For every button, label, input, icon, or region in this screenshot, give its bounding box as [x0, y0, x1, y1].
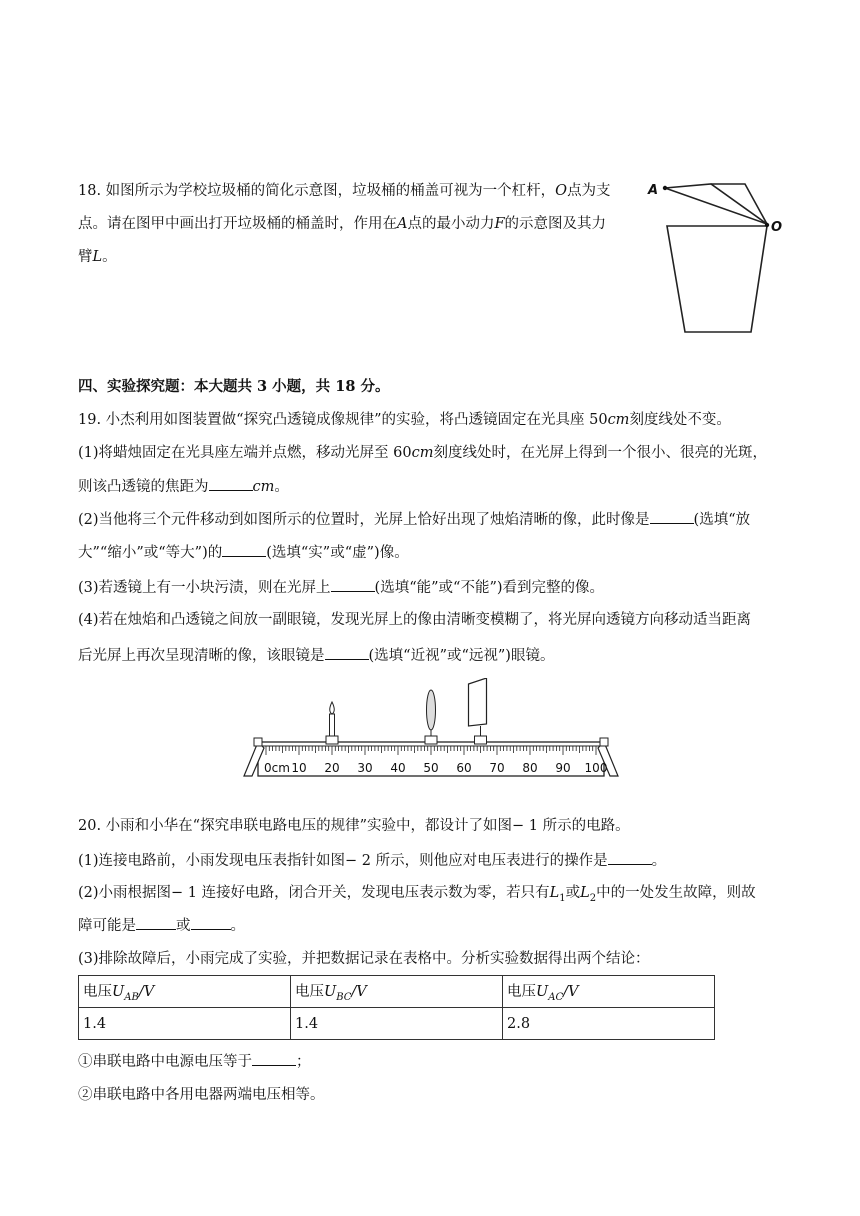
q18-text: 18. 如图所示为学校垃圾桶的简化示意图，垃圾桶的桶盖可视为一个杠杆， — [78, 183, 556, 199]
bench-tick-label: 100 — [584, 761, 608, 775]
answer-blank-fault-1[interactable] — [136, 915, 176, 930]
q19-text: (选填“放 — [693, 512, 751, 528]
answer-blank-complete-image[interactable] — [331, 577, 375, 592]
lamp-l2-sub: 2 — [589, 892, 597, 904]
answer-blank-fault-2[interactable] — [191, 915, 231, 930]
candle-flame — [330, 702, 335, 714]
optical-bench-figure — [236, 678, 628, 782]
unit-cm: cm — [252, 479, 275, 495]
table-header-row — [79, 976, 715, 1008]
answer-blank-focal-length[interactable] — [209, 476, 253, 491]
table-row — [79, 1008, 715, 1040]
q19-part-4 — [78, 610, 751, 630]
convex-lens — [425, 690, 437, 744]
trash-lid — [665, 184, 767, 224]
q20-text: 或 — [176, 918, 191, 934]
q19-text: (选填“实”或“虚”)像。 — [266, 545, 409, 561]
bench-tick-label: 90 — [555, 761, 571, 775]
section-4-title: 四、实验探究题：本大题共 3 小题，共 18 分。 — [78, 378, 390, 395]
q19-text: 刻度线处不变。 — [629, 412, 731, 428]
screen-panel — [469, 678, 487, 726]
q18-line-1 — [78, 181, 611, 201]
q20-part-2 — [78, 883, 756, 909]
lamp-l1-sub: 1 — [559, 892, 566, 904]
q19-part-1 — [78, 443, 767, 463]
bench-tick-label: 10 — [291, 761, 307, 775]
bench-tick-label: 80 — [522, 761, 538, 775]
q19-text: (3)若透镜上有一小块污渍，则在光屏上 — [78, 580, 331, 596]
bench-end-right — [600, 738, 608, 746]
trash-can-figure — [645, 172, 790, 337]
answer-blank-voltmeter-operation[interactable] — [608, 850, 652, 865]
answer-blank-source-voltage[interactable] — [252, 1051, 296, 1066]
bench-tick-label: 60 — [456, 761, 472, 775]
unit-cm: cm — [411, 445, 434, 461]
bench-tick-label: 70 — [489, 761, 505, 775]
point-a-ref: A — [397, 216, 408, 232]
q19-part-4-cont — [78, 645, 554, 666]
q20-intro: 20. 小雨和小华在“探究串联电路电压的规律”实验中，都设计了如图− 1 所示的电路。 — [78, 818, 630, 834]
q20-text: ； — [296, 1054, 311, 1070]
light-screen — [469, 678, 487, 744]
cell-u-ab: 1.4 — [79, 1008, 291, 1040]
cell-u-bc: 1.4 — [291, 1008, 503, 1040]
q20-text: (2)小雨根据图− 1 连接好电路，闭合开关，发现电压表示数为零，若只有 — [78, 885, 550, 901]
bench-tick-label: 40 — [390, 761, 406, 775]
lamp-l2-ref: L — [580, 885, 590, 901]
q20-text: 。 — [230, 918, 245, 934]
lens-holder — [425, 736, 437, 744]
q18-text: 点的最小动力 — [407, 216, 495, 232]
bench-tick-label: 20 — [324, 761, 340, 775]
q19-part-2-cont — [78, 542, 409, 563]
q19-text: 则该凸透镜的焦距为 — [78, 479, 209, 495]
voltage-table — [78, 975, 715, 1040]
q20-conclusion-2: ②串联电路中各用电器两端电压相等。 — [78, 1087, 325, 1103]
q20-text: ①串联电路中电源电压等于 — [78, 1054, 252, 1070]
answer-blank-glasses[interactable] — [325, 645, 369, 660]
q20-part-2-cont — [78, 915, 245, 936]
q19-text: 。 — [274, 479, 289, 495]
bench-tick-label: 30 — [357, 761, 373, 775]
q19-text: 大”“缩小”或“等大”)的 — [78, 545, 223, 561]
arm-l-ref: L — [92, 249, 103, 265]
q18-text: 的示意图及其力 — [504, 216, 607, 232]
q19-text: (选填“能”或“不能”)看到完整的像。 — [374, 580, 605, 596]
screen-holder — [475, 736, 487, 744]
q20-part-3: (3)排除故障后，小雨完成了实验，并把数据记录在表格中。分析实验数据得出两个结论： — [78, 951, 650, 967]
label-a: A — [648, 183, 659, 198]
label-o: O — [771, 220, 783, 235]
point-a-dot — [663, 186, 667, 190]
bench-end-left — [254, 738, 262, 746]
bench-tick-label: 0cm — [264, 761, 290, 775]
header-u-ac: 电压$U_{AC}/V$ — [503, 976, 715, 1008]
point-o-ref: O — [555, 183, 568, 199]
q19-text: (2)当他将三个元件移动到如图所示的位置时，光屏上恰好出现了烛焰清晰的像，此时像是 — [78, 512, 650, 528]
q20-part-1 — [78, 850, 666, 871]
q18-text: 臂 — [78, 249, 93, 265]
candle-holder — [326, 736, 338, 744]
q19-text: 后光屏上再次呈现清晰的像，该眼镜是 — [78, 648, 325, 664]
q19-text: 19. 小杰利用如图装置做“探究凸透镜成像规律”的实验，将凸透镜固定在光具座 50 — [78, 412, 608, 428]
lamp-l1-ref: L — [549, 885, 560, 901]
candle-body — [330, 714, 335, 736]
trash-bucket — [667, 226, 767, 332]
q19-part-3 — [78, 577, 604, 598]
q20-text: (1)连接电路前，小雨发现电压表指针如图− 2 所示，则他应对电压表进行的操作是 — [78, 853, 608, 869]
cell-u-ac: 2.8 — [503, 1008, 715, 1040]
q19-part-1-cont — [78, 476, 289, 497]
q20-conclusion-1 — [78, 1051, 311, 1072]
candle — [326, 702, 338, 744]
q20-text: 或 — [565, 885, 581, 901]
header-u-bc: 电压$U_{BC}/V$ — [291, 976, 503, 1008]
answer-blank-image-type[interactable] — [222, 542, 266, 557]
header-u-ab: 电压$U_{AB}/V$ — [79, 976, 291, 1008]
q19-text: (4)若在烛焰和凸透镜之间放一副眼镜，发现光屏上的像由清晰变模糊了，将光屏向透镜方向移动适当距离 — [78, 612, 752, 628]
q19-intro — [78, 410, 731, 430]
q18-text: 点。请在图甲中画出打开垃圾桶的桶盖时，作用在 — [78, 216, 397, 232]
force-f-ref: F — [494, 216, 505, 232]
unit-cm: cm — [607, 412, 630, 428]
q18-text: 点为支 — [567, 183, 611, 199]
answer-blank-image-size[interactable] — [650, 509, 694, 524]
lens-body — [427, 690, 436, 730]
q19-text: 刻度线处时，在光屏上得到一个很小、很亮的光斑， — [433, 445, 767, 461]
q18-text: 。 — [102, 249, 117, 265]
q19-part-2 — [78, 509, 750, 530]
point-o-dot — [765, 223, 769, 227]
q20-text: 。 — [651, 853, 667, 869]
q18-line-2 — [78, 214, 606, 234]
q20-text: 中的一处发生故障，则故 — [596, 885, 756, 901]
q19-text: (选填“近视”或“远视”)眼镜。 — [368, 648, 555, 664]
q20-text: 障可能是 — [78, 918, 136, 934]
bench-tick-label: 50 — [423, 761, 439, 775]
q18-line-3 — [78, 247, 117, 267]
q19-text: (1)将蜡烛固定在光具座左端并点燃，移动光屏至 60 — [78, 445, 412, 461]
